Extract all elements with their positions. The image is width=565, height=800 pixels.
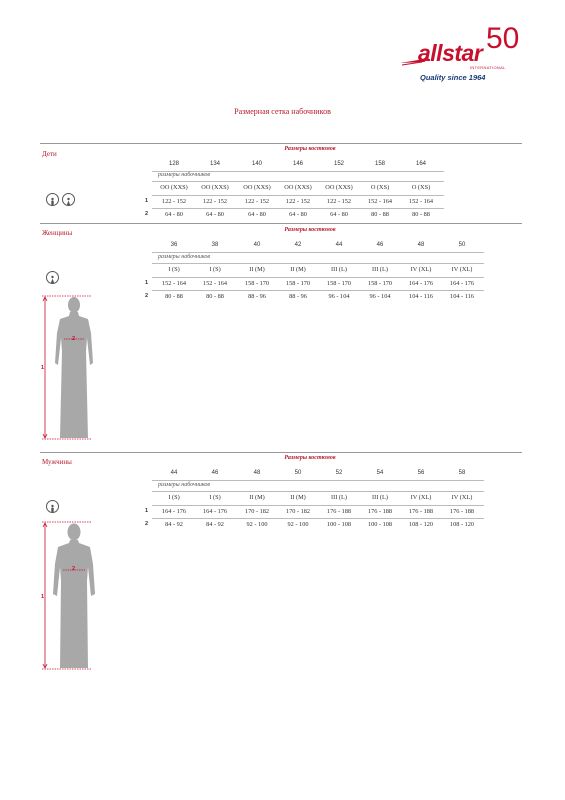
women-size: 48 [417, 242, 425, 248]
children-size: 134 [209, 161, 220, 167]
children-height-range: 122 - 152 [202, 198, 228, 205]
men-top-rule [40, 452, 522, 453]
logo-international: INTERNATIONAL [470, 65, 506, 70]
woman-measurement-figure [36, 293, 106, 443]
children-height-range: 122 - 152 [161, 198, 187, 205]
children-guard-size: OO (XXS) [325, 184, 353, 191]
men-guard-size: IV (XL) [410, 494, 432, 501]
men-size: 54 [376, 470, 384, 476]
children-guard-size: O (XS) [411, 184, 431, 191]
men-height-range: 176 - 188 [326, 508, 352, 515]
women-chest-range: 104 - 116 [450, 293, 474, 300]
man-icon [46, 500, 59, 513]
women-guard-size: IV (XL) [451, 266, 473, 273]
children-size: 158 [374, 161, 385, 167]
women-size: 42 [294, 242, 302, 248]
women-chest-range: 80 - 88 [206, 293, 224, 300]
children-row-divider [152, 195, 444, 196]
children-height-range: 152 - 164 [408, 198, 434, 205]
children-row-divider [152, 181, 444, 182]
women-row-number: 1 [145, 280, 149, 286]
women-chest-range: 96 - 104 [369, 293, 391, 300]
brand-logo [400, 22, 540, 84]
children-chest-range: 64 - 80 [206, 211, 224, 218]
men-row-divider [152, 480, 484, 481]
men-height-range: 176 - 188 [367, 508, 393, 515]
women-chest-range: 88 - 96 [289, 293, 307, 300]
men-height-range: 176 - 188 [449, 508, 475, 515]
men-guard-size: IV (XL) [451, 494, 473, 501]
men-size: 48 [253, 470, 261, 476]
women-chest-range: 96 - 104 [328, 293, 350, 300]
children-guard-size: OO (XXS) [160, 184, 188, 191]
men-guard-size: I (S) [168, 494, 180, 501]
women-height-range: 152 - 164 [202, 280, 228, 287]
children-chest-range: 64 - 80 [248, 211, 266, 218]
men-guard-size: III (L) [331, 494, 347, 501]
men-size: 56 [417, 470, 425, 476]
men-chest-range: 84 - 92 [206, 521, 224, 528]
logo-anniversary: 50 [486, 22, 520, 55]
women-row-divider [152, 290, 484, 291]
women-row-divider [152, 252, 484, 253]
women-guard-size: IV (XL) [410, 266, 432, 273]
women-size: 40 [253, 242, 261, 248]
children-guard-size: OO (XXS) [243, 184, 271, 191]
children-chest-range: 64 - 80 [289, 211, 307, 218]
children-height-range: 122 - 152 [244, 198, 270, 205]
children-top-rule [40, 143, 522, 144]
men-guard-label: размеры набочников [158, 482, 211, 488]
women-figure-label-chest: 2 [72, 336, 76, 342]
women-size: 36 [170, 242, 178, 248]
man-measurement-figure [36, 519, 106, 673]
men-chest-range: 100 - 108 [367, 521, 393, 528]
children-suit-heading: Размеры костюмов [284, 146, 336, 152]
women-height-range: 158 - 170 [326, 280, 352, 287]
children-row-number: 2 [145, 211, 149, 217]
logo-tagline: Quality since 1964 [420, 73, 486, 82]
women-chest-range: 104 - 116 [409, 293, 433, 300]
women-row-number: 2 [145, 293, 149, 299]
women-row-divider [152, 277, 484, 278]
children-height-range: 152 - 164 [367, 198, 393, 205]
children-height-range: 122 - 152 [285, 198, 311, 205]
women-label: Женщины [42, 229, 73, 237]
men-size: 46 [211, 470, 219, 476]
women-guard-size: III (L) [331, 266, 347, 273]
children-chest-range: 64 - 80 [330, 211, 348, 218]
men-row-divider [152, 505, 484, 506]
children-guard-size: OO (XXS) [284, 184, 312, 191]
men-chest-range: 92 - 100 [287, 521, 309, 528]
men-chest-range: 108 - 120 [449, 521, 475, 528]
women-top-rule [40, 223, 522, 224]
women-guard-size: I (S) [209, 266, 221, 273]
women-size: 46 [376, 242, 384, 248]
children-size: 140 [251, 161, 262, 167]
women-height-range: 158 - 170 [285, 280, 311, 287]
men-height-range: 170 - 182 [244, 508, 270, 515]
children-chest-range: 80 - 88 [412, 211, 430, 218]
children-row-divider [152, 208, 444, 209]
men-size: 50 [294, 470, 302, 476]
men-height-range: 170 - 182 [285, 508, 311, 515]
children-size: 128 [168, 161, 179, 167]
women-guard-size: II (M) [290, 266, 306, 273]
children-guard-size: OO (XXS) [201, 184, 229, 191]
children-chest-range: 64 - 80 [165, 211, 183, 218]
women-height-range: 164 - 176 [408, 280, 434, 287]
women-guard-size: III (L) [372, 266, 388, 273]
men-guard-size: I (S) [209, 494, 221, 501]
children-chest-range: 80 - 88 [371, 211, 389, 218]
men-guard-size: II (M) [290, 494, 306, 501]
children-size: 146 [292, 161, 303, 167]
page-title: Размерная сетка набочников [234, 107, 331, 116]
men-row-divider [152, 518, 484, 519]
women-height-range: 158 - 170 [367, 280, 393, 287]
children-label: Дети [42, 150, 57, 158]
men-row-divider [152, 491, 484, 492]
men-chest-range: 108 - 120 [408, 521, 434, 528]
women-size: 50 [458, 242, 466, 248]
children-size: 152 [333, 161, 344, 167]
men-guard-size: II (M) [249, 494, 265, 501]
men-height-range: 164 - 176 [161, 508, 187, 515]
women-suit-heading: Размеры костюмов [284, 227, 336, 233]
men-height-range: 176 - 188 [408, 508, 434, 515]
women-guard-size: II (M) [249, 266, 265, 273]
children-size: 164 [415, 161, 426, 167]
women-figure-label-height: 1 [41, 365, 45, 371]
men-size: 58 [458, 470, 466, 476]
women-height-range: 152 - 164 [161, 280, 187, 287]
men-row-number: 2 [145, 521, 149, 527]
children-guard-size: O (XS) [370, 184, 390, 191]
men-figure-label-height: 1 [41, 594, 45, 600]
men-figure-label-chest: 2 [72, 566, 76, 572]
person-icon [46, 193, 59, 206]
women-chest-range: 88 - 96 [248, 293, 266, 300]
women-chest-range: 80 - 88 [165, 293, 183, 300]
men-chest-range: 100 - 108 [326, 521, 352, 528]
women-row-divider [152, 263, 484, 264]
person-icon [62, 193, 75, 206]
women-size: 38 [211, 242, 219, 248]
women-guard-label: размеры набочников [158, 254, 211, 260]
woman-icon [46, 271, 59, 284]
men-height-range: 164 - 176 [202, 508, 228, 515]
men-chest-range: 92 - 100 [246, 521, 268, 528]
men-suit-heading: Размеры костюмов [284, 455, 336, 461]
men-size: 52 [335, 470, 343, 476]
women-height-range: 164 - 176 [449, 280, 475, 287]
men-chest-range: 84 - 92 [165, 521, 183, 528]
men-row-number: 1 [145, 508, 149, 514]
women-height-range: 158 - 170 [244, 280, 270, 287]
women-size: 44 [335, 242, 343, 248]
children-height-range: 122 - 152 [326, 198, 352, 205]
logo-brand: allstar [418, 40, 483, 66]
children-guard-label: размеры набочников [158, 172, 211, 178]
men-guard-size: III (L) [372, 494, 388, 501]
children-row-number: 1 [145, 198, 149, 204]
children-size-row [0, 161, 565, 171]
women-guard-size: I (S) [168, 266, 180, 273]
men-size: 44 [170, 470, 178, 476]
men-label: Мужчины [42, 458, 72, 466]
